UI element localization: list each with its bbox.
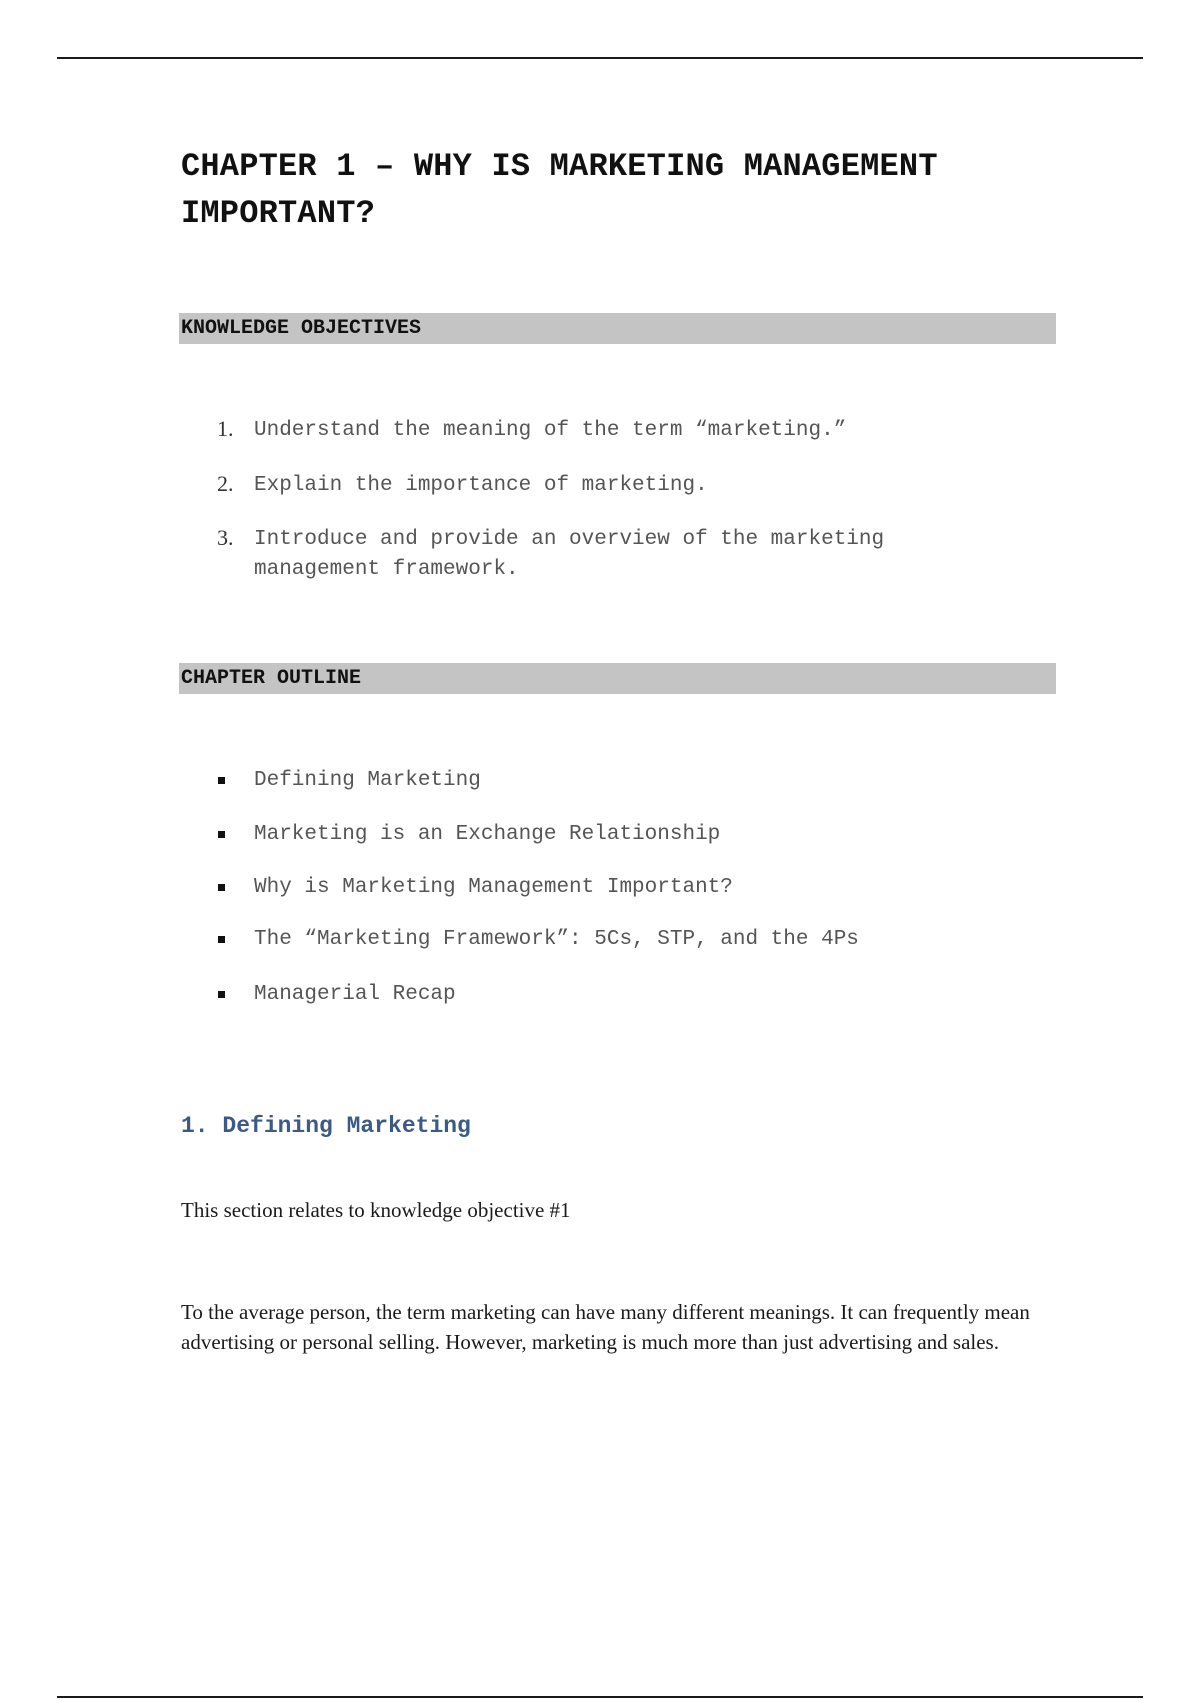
objective-number: 1.	[217, 416, 234, 441]
section-body-paragraph: To the average person, the term marketing can have many different meanings. It can frequently mean advertising or personal selling. However, marketing is much more than just advertising and sales.	[181, 1300, 1030, 1354]
objective-number: 2.	[217, 471, 234, 496]
outline-text: The “Marketing Framework”: 5Cs, STP, and the 4Ps	[254, 928, 859, 951]
chapter-title: CHAPTER 1 – WHY IS MARKETING MANAGEMENT IMPORTANT?	[181, 148, 938, 232]
square-bullet-icon	[218, 991, 225, 998]
bottom-rule	[57, 1696, 1143, 1698]
outline-text: Defining Marketing	[254, 769, 481, 792]
section-relates-note: This section relates to knowledge objective #1	[181, 1198, 571, 1222]
square-bullet-icon	[218, 831, 225, 838]
chapter-outline-heading: CHAPTER OUTLINE	[179, 663, 1056, 694]
knowledge-objectives-heading: KNOWLEDGE OBJECTIVES	[179, 313, 1056, 344]
top-rule	[57, 57, 1143, 59]
objective-text: Explain the importance of marketing.	[254, 474, 708, 497]
square-bullet-icon	[218, 884, 225, 891]
section-heading: 1. Defining Marketing	[181, 1113, 471, 1139]
square-bullet-icon	[218, 777, 225, 784]
outline-text: Marketing is an Exchange Relationship	[254, 823, 721, 846]
objective-number: 3.	[217, 525, 234, 550]
square-bullet-icon	[218, 936, 225, 943]
objective-text: Understand the meaning of the term “marketing.”	[254, 419, 847, 442]
outline-text: Why is Marketing Management Important?	[254, 876, 733, 899]
outline-text: Managerial Recap	[254, 983, 456, 1006]
objective-text: Introduce and provide an overview of the marketing management framework.	[254, 528, 885, 581]
